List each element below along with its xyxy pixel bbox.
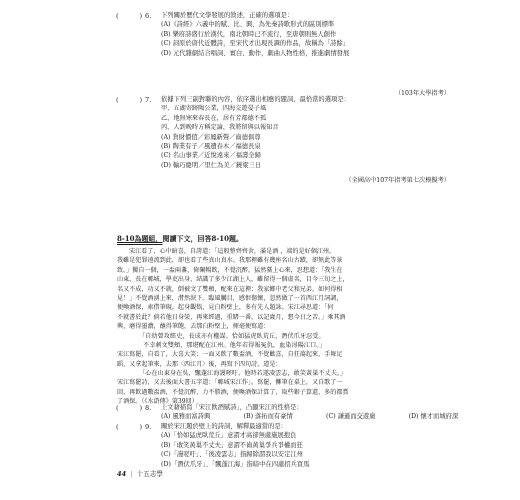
passage-line: 便喚酒保，索借筆硯。起身觀翫，見白粉壁上，多有先人題詠。宋江尋思道：「何 (117, 304, 334, 312)
poem-line: 「心在山東身在吳，飄蓬江海謾嗟吁。他時若遂凌雲志，敢笑黃巢不丈夫。」 (139, 370, 347, 378)
option-c[interactable]: (C)「謾嗟吁」、「後凌雲志」指歸除謂我以安定江州 (161, 451, 303, 459)
couplet-c: 丙、人到晚時方稱定論，我將留與以報知音 (161, 124, 279, 132)
section-label: 8-10為題組， (117, 234, 163, 243)
question-number: 8. (145, 404, 152, 412)
option-d[interactable]: (D) 輸巧慶明／里仁為美／鐃梁三日 (161, 161, 262, 169)
option-b[interactable]: (B)「敢笑黃巢不丈夫」意謂不齒黃巢爭兵爭權而狂 (161, 441, 303, 449)
passage-line: 名又不成，功又不就，倒被文了雙頰，配來在這裡；我家鄉中老父和兄弟，如何得相 (117, 285, 343, 293)
option-b[interactable]: (B) 樂府詩盛行於漢代，南北朝時已不流行，至唐朝則無人創作 (161, 30, 337, 38)
option-a[interactable]: (A)《詩經》六義中的賦、比、興，為先秦詩歌形式的區別標準 (161, 21, 335, 29)
passage-line: 興，磨得墨濃，蘸得筆飽，去那白粉壁上，揮毫便寫道： (117, 323, 270, 331)
answer-paren[interactable]: ( ) (116, 12, 143, 20)
passage-line: 了酒保。（《水滸傳》第39回） (117, 398, 198, 406)
option-b[interactable]: (B) 陶業有子／風遺春木／福德長泉 (161, 142, 261, 150)
question-number: 7. (145, 96, 152, 104)
passage-line: 我雖是犯罪遠流到此，卻也看了些真山真水。我那裡雖有幾座名山古蹟，卻無此等景 (117, 257, 343, 265)
poem-line: 不幸刺文雙頰，那堪配在江州。他年若得報冤仇，血染潯陽江口。」 (143, 341, 326, 349)
passage-line: 不就書於此？倘若他日身榮，再來經過，重睹一番，以記歲月，想今日之苦。」乘其酒 (117, 313, 346, 321)
option-a[interactable]: (A) 風雅而富詩興 (161, 413, 211, 421)
passage-line: 蹈，又拿起筆來，去那〈西江月〉後，再寫下四句詩，道是： (117, 360, 282, 368)
question-number: 6. (145, 12, 152, 20)
passage-line: 宋江寫罷，自看了，大喜大笑；一面又飲了數盃酒，不覺歡喜，自狂蕩起來，手舞足 (117, 351, 343, 359)
page-number: 44 (117, 470, 127, 478)
answer-paren[interactable]: ( ) (116, 404, 143, 412)
question-source: （103年大學指考） (394, 90, 450, 97)
question-stem: 上文藉描寫「宋江飲酒賦詩」，凸顯宋江的性格是： (161, 404, 303, 411)
option-c[interactable]: (C) 謙遜而交遊廣 (326, 413, 376, 421)
question-source: （全國高中107年指考第七次模擬考） (345, 177, 450, 184)
section-instruction: 閱讀下文，回答8-10題。 (162, 234, 244, 243)
passage-line: 見！」不覺酒湧上來，潸然淚下。臨風觸目，感恨傷懷，忽然做了一首西江月詞調， (117, 294, 343, 302)
passage-line: 宋江寫罷詩，又去後面大書五字道：「鄆城宋江作」。寫罷，擲筆在桌上，又自歌了一 (117, 379, 343, 387)
question-number: 9. (145, 423, 152, 431)
option-d[interactable]: (D) 懷才而城府深 (408, 413, 459, 421)
couplet-a: 甲、五湖寄跡陶公業，四海交遊晏子風 (161, 105, 267, 113)
option-c[interactable]: (C) 名山事業／近悅遠來／福壽全歸 (161, 152, 261, 160)
question-stem: 關於宋江題於壁上的詩詞，解釋最適當的是： (161, 423, 287, 430)
option-d[interactable]: (D)「潛伏爪牙」、「飄蓬江海」指暗中在四處招兵買馬 (161, 460, 310, 468)
passage-line: 致。」獨自一個，一盃兩盞，倚闌暢飲，不覺沉醉，猛然驀上心來，思想道：「我生在 (117, 266, 343, 274)
question-stem: 依據下列三副對聯的內容，依序選出相應的題詞，最恰當的選項是： (161, 96, 350, 103)
passage-line: 回，再飲過數盃酒，不覺沉醉，力不勝酒，便喚酒保計算了，取些銀子算還，多的都賞 (117, 388, 349, 396)
reading-passage (117, 247, 462, 407)
option-c[interactable]: (C) 詞原於唐代近體詩，至宋代才出現長調的作品，故稱為「詩餘」 (161, 40, 350, 48)
book-title: 十五志學 (136, 470, 164, 478)
page-footer (117, 468, 163, 478)
passage-line: 宋江看了，心中暗喜，自誇道：「這般整齊齊舍，滿是酒 ，端的是好個江州， (129, 248, 336, 255)
option-d[interactable]: (D) 元代雜劇結合唱詞、賓白、動作，劇曲人物性格，推進劇情發展 (161, 49, 350, 57)
footer-divider: | (130, 470, 133, 478)
answer-paren[interactable]: ( ) (116, 423, 143, 431)
answer-paren[interactable]: ( ) (116, 96, 143, 104)
option-a[interactable]: (A) 貨財價值／彩鳳新聲／齒德俱尊 (161, 133, 261, 141)
option-b[interactable]: (B) 落拓而有豪情 (243, 413, 293, 421)
section-heading (117, 234, 243, 244)
couplet-b: 乙、地無寒來春長在，居有芳都德不孤 (161, 114, 267, 122)
poem-line: 「自幼曾攻經史，長成亦有權謀。恰如猛虎臥荒丘，潛伏爪牙忍受。 (139, 332, 325, 340)
passage-line: 山東，長在鄆城，學吏出身，結識了多少江湖上人，雖留得一個虛名，目今三旬之上， (117, 276, 349, 284)
question-stem: 下列關於歷代文學發展的敘述，正確的選項是： (161, 12, 294, 19)
option-a[interactable]: (A)「恰如猛虎臥荒丘」意謂才高卻無處施展抱負 (161, 432, 297, 440)
